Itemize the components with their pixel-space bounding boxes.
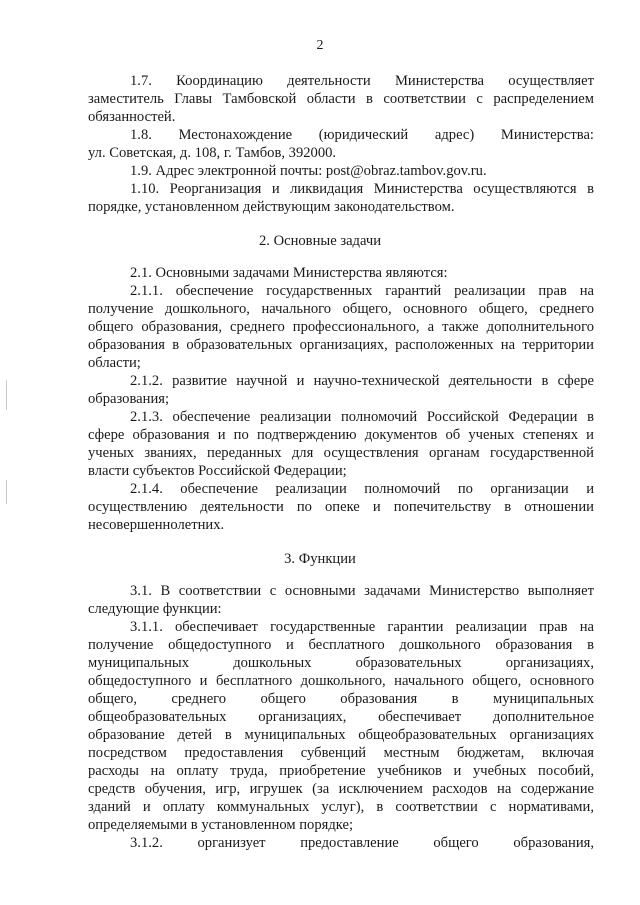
text-line: посредством предоставления субвенций местным бюджетам, включая <box>88 745 594 761</box>
text-line: образование детей в муниципальных общеобразовательных организациях <box>88 727 594 743</box>
text-line: расходы на оплату труда, приобретение учебников и учебных пособий, <box>88 763 594 779</box>
text-line: 2.1.1. обеспечение государственных гарантий реализации прав на <box>130 283 594 299</box>
section-heading: 3. Функции <box>284 551 356 567</box>
text-line: ученых званиях, переданных для осуществления органам государственной <box>88 445 594 461</box>
text-line: общедоступного и бесплатного дошкольного, начального общего, основного <box>88 673 594 689</box>
section-heading: 2. Основные задачи <box>258 233 382 249</box>
text-line: 1.8. Местонахождение (юридический адрес) Министерства: <box>130 127 594 143</box>
text-line: образования; <box>88 391 170 407</box>
text-line: 3.1.1. обеспечивает государственные гарантии реализации прав на <box>130 619 594 635</box>
text-line: ул. Советская, д. 108, г. Тамбов, 392000. <box>88 145 337 161</box>
text-line: 1.10. Реорганизация и ликвидация Министерства осуществляются в <box>130 181 594 197</box>
text-line: муниципальных дошкольных образовательных организациях, <box>88 655 594 671</box>
text-line: 2.1. Основными задачами Министерства являются: <box>130 265 448 281</box>
scan-margin-mark <box>6 380 7 410</box>
text-line: обязанностей. <box>88 109 176 125</box>
text-line: получение общедоступного и бесплатного дошкольного образования в <box>88 637 594 653</box>
text-line: несовершеннолетних. <box>88 517 225 533</box>
text-line: области; <box>88 355 141 371</box>
scan-margin-mark <box>6 480 7 504</box>
text-line: образования в образовательных организациях, расположенных на территории <box>88 337 594 353</box>
text-line: 2.1.2. развитие научной и научно-технической деятельности в сфере <box>130 373 594 389</box>
text-line: общего образования, среднего профессионального, а также дополнительного <box>88 319 594 335</box>
text-line: определяемыми в установленном порядке; <box>88 817 354 833</box>
text-line: порядке, установленном действующим законодательством. <box>88 199 455 215</box>
text-line: 1.7. Координацию деятельности Министерства осуществляет <box>130 73 594 89</box>
text-line: власти субъектов Российской Федерации; <box>88 463 347 479</box>
text-line: 3.1.2. организует предоставление общего образования, <box>130 835 594 851</box>
text-line: общего, среднего общего образования в муниципальных <box>88 691 594 707</box>
text-line: 2.1.3. обеспечение реализации полномочий Российской Федерации в <box>130 409 594 425</box>
text-line: 2.1.4. обеспечение реализации полномочий по организации и <box>130 481 594 497</box>
text-line: следующие функции: <box>88 601 222 617</box>
text-line: заместитель Главы Тамбовской области в соответствии с распределением <box>88 91 594 107</box>
text-line: зданий и оплату коммунальных услуг), в соответствии с нормативами, <box>88 799 594 815</box>
text-line: осуществлению деятельности по опеке и попечительству в отношении <box>88 499 594 515</box>
text-line: 1.9. Адрес электронной почты: post@obraz.tambov.gov.ru. <box>130 163 487 179</box>
text-line: средств обучения, игр, игрушек (за исключением расходов на содержание <box>88 781 594 797</box>
text-line: получение дошкольного, начального общего, основного общего, среднего <box>88 301 594 317</box>
text-line: 3.1. В соответствии с основными задачами Министерство выполняет <box>130 583 594 599</box>
page-number: 2 <box>316 38 324 53</box>
text-line: общеобразовательных организациях, обеспечивает дополнительное <box>88 709 594 725</box>
text-line: сфере образования и по подтверждению документов об ученых степенях и <box>88 427 594 443</box>
